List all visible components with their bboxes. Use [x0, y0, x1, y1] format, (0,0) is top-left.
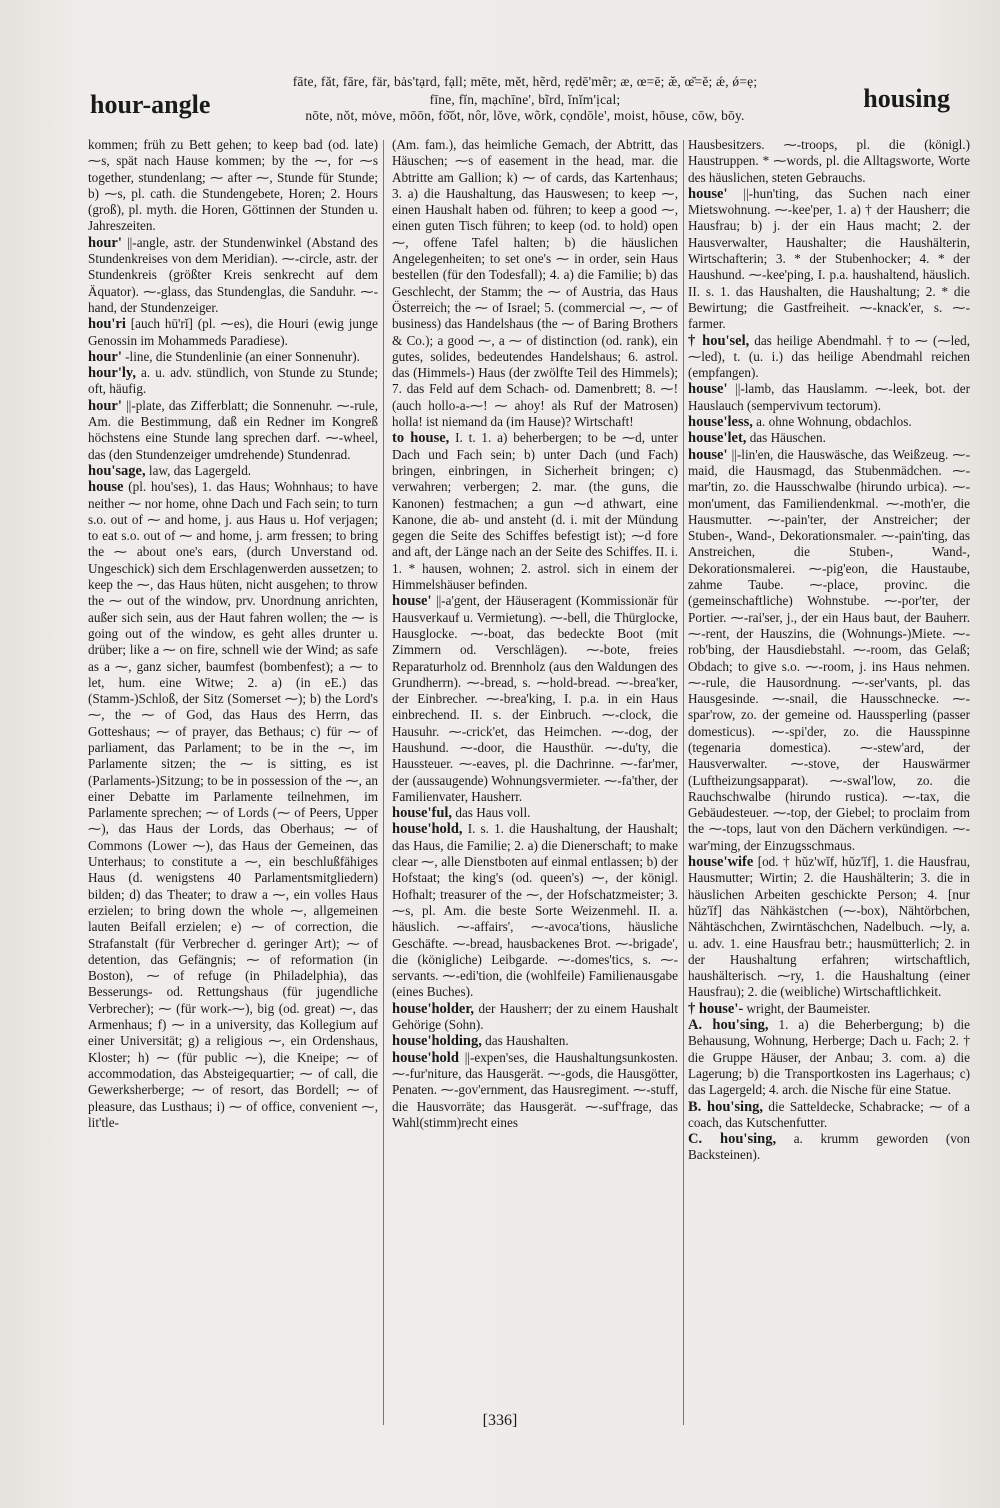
entry-definition: ||-a'gent, der Häuseragent (Kommissionär für Hausverkauf u. Vermietung). ⁓-bell, die Thürglocke, Hausglocke. ⁓-boat, das bedeckte Boot (mit Zimmern od. Verschlägen). ⁓-bote, freies Reparaturholz od. Brennholz (aus den Waldungen des Grundherrn). ⁓-bread, s. ⁓hold-bread. ⁓-brea'ker, der Einbrecher. ⁓-brea'king, I. p.a. in ein Haus einbrechend. II. s. der Einbruch. ⁓-clock, die Hausuhr. ⁓-crick'et, das Heimchen. ⁓-dog, der Haushund. ⁓-door, die Hausthür. ⁓-du'ty, die Haussteuer. ⁓-eaves, pl. die Dachrinne. ⁓-far'mer, der (aussaugende) Wohnungsvermieter. ⁓-fa'ther, der Familienvater, Hausherr.	[392, 593, 678, 804]
entry-definition: 1. a) die Beherbergung; b) die Behausung, Wohnung, Herberge; Dach u. Fach; 2. † die Gruppe Häuser, der Anbau; 3. com. a) die Lagerung; b) die Transportkosten ins Lagerhaus; c) das Lagergeld; 4. arch. die Nische für eine Statue.	[688, 1017, 970, 1098]
entry-headword: house'wife	[688, 854, 754, 871]
dictionary-entry	[688, 137, 970, 186]
dictionary-entry	[688, 186, 970, 333]
entry-definition: das Haushalten.	[485, 1033, 569, 1049]
dictionary-entry	[88, 479, 378, 1131]
entry-definition: ||-lamb, das Hauslamm. ⁓-leek, bot. der Hauslauch (sempervivum tectorum).	[688, 381, 970, 413]
column-3	[688, 137, 970, 1427]
dictionary-entry	[88, 365, 378, 398]
entry-headword: † hou'sel,	[688, 332, 750, 349]
dictionary-entry	[392, 1001, 678, 1034]
entry-headword: to house,	[392, 430, 450, 447]
pronunciation-key-line-1: fāte, făt, fāre, fär, bȧs'tạrd, fạll; mēte, mĕt, hẽrd, rẹdē'mẽr; æ, œ=ē; æ̆, œ̆=ĕ; ǽ, ǿ=ẹ;	[292, 74, 758, 89]
column-2	[392, 137, 678, 1427]
dictionary-entry	[688, 333, 970, 382]
entry-headword: house'hold,	[392, 821, 463, 838]
entry-definition: ||-angle, astr. der Stundenwinkel (Abstand des Stundenkreises von dem Meridian). ⁓-circle, astr. der Stundenkreis (größter Kreis senkrecht auf dem Äquator). ⁓-glass, das Stundenglas, die Sanduhr. ⁓-hand, der Stundenzeiger.	[88, 234, 378, 315]
dictionary-entry	[392, 821, 678, 1000]
entry-headword: A. hou'sing,	[688, 1017, 769, 1034]
entry-headword: house'	[688, 185, 728, 202]
entry-headword: house'ful,	[392, 805, 453, 822]
entry-headword: house'hold	[392, 1049, 459, 1066]
entry-definition: -line, die Stundenlinie (an einer Sonnenuhr).	[125, 348, 360, 364]
pronunciation-key-line-2: fīne, fĭn, mạchīne', bĩrd, ĭnĭm'ịcal;	[429, 92, 621, 107]
entry-headword: house'less,	[688, 414, 753, 431]
entry-headword: hour'	[88, 348, 122, 365]
entry-definition: [od. † hŭz'wĭf, hŭz'ĭf], 1. die Hausfrau, Hausmutter; Wirtin; 2. die Haushälterin; 3. die in häuslichen Arbeiten geschickte Person; 4. [nur hŭz'ĭf] das Nähkästchen (⁓-box), Nähtörbchen, Nähtäschchen, Zwirntäschchen, Nadelbuch. ⁓ly, a. u. adv. 1. eine Hausfrau betr.; hausmütterlich; 2. in der Haushaltung erfahren; wirtschaftlich, haushälterisch. ⁓ry, 1. die Haushaltung (einer Hausfrau); 2. die (weibliche) Wirtschaftlichkeit.	[688, 854, 970, 1000]
dictionary-entry	[688, 381, 970, 414]
dictionary-entry	[688, 1131, 970, 1164]
column-1	[88, 137, 378, 1427]
dictionary-entry	[392, 593, 678, 805]
entry-headword: hour'	[88, 397, 122, 414]
column-divider	[683, 140, 684, 1425]
dictionary-entry	[688, 854, 970, 1001]
entry-headword: house'let,	[688, 430, 747, 447]
entry-headword: C. hou'sing,	[688, 1131, 777, 1148]
entry-definition: ||-plate, das Zifferblatt; die Sonnenuhr. ⁓-rule, Am. die Bestimmung, daß ein Redner im Kongreß höchstens eine Stunde lang sprechen darf. ⁓-wheel, das (den Stundenzeiger umdrehende) Stundenrad.	[88, 397, 378, 462]
entry-definition: (pl. hou'ses), 1. das Haus; Wohnhaus; to have neither ⁓ nor home, ohne Dach und Fach sein; to turn s.o. out of ⁓ and home, j. aus Haus u. Hof verjagen; to eat s.o. out of ⁓ and home, j. arm fressen; to bring the ⁓ about one's ears, (durch Unverstand od. Ungeschick) sich dem Erschlagenwerden aussetzen; to keep the ⁓, das Haus hüten, nicht ausgehen; to throw the ⁓ out of the window, prv. Unordnung anrichten, außer sich sein, aus der Haut fahren wollen; the ⁓ is going out of the window, es geht alles drunter u. drüber; like a ⁓ on fire, schnell wie der Wind; as safe as a ⁓, ganz sicher, baumfest (bombenfest); a ⁓ to let, hum. eine Witwe; 2. a) (in eE.) das (Stamm-)Schloß, der Sitz (Somerset ⁓); b) the Lord's ⁓, the ⁓ of God, das Haus des Herrn, das Gotteshaus; ⁓ of prayer, das Bethaus; c) für ⁓ of parliament, das Parlament; to be in the ⁓, im Parlamente sitzen; the ⁓ is sitting, es ist (Parlaments-)Sitzung; to be in possession of the ⁓, an einer Debatte im Parlamente teilnehmen, im Parlamente sprechen; ⁓ of Lords (⁓ of Peers, Upper ⁓), das Haus der Lords, das Oberhaus; ⁓ of Commons (Lower ⁓), das Haus der Gemeinen, das Unterhaus; to constitute a ⁓, ein beschlußfähiges Haus (d. wenigstens 40 Parlamentsmitgliedern) bilden; d) das Theater; to draw a ⁓, ein volles Haus erzielen; to bring down the whole ⁓, allgemeinen lauten Beifall erzielen; e) ⁓ of correction, die Strafanstalt (für Verbrecher d. geringer Art); ⁓ of detention, das Gefängnis; ⁓ of reformation (in Boston), ⁓ of refuge (in Philadelphia), das Besserungs- od. Rettungshaus (für jugendliche Verbrecher); ⁓ (für work-⁓), big (od. great) ⁓, das Armenhaus; f) ⁓ in a university, das Kollegium auf einer Universität; g) a religious ⁓, ein Ordenshaus, Kloster; h) ⁓ (für public ⁓), die Kneipe; ⁓ of accommodation, das Absteigequartier; ⁓ of call, die Gewerksherberge; ⁓ of resort, das Bordell; ⁓ of pleasure, das Lusthaus; i) ⁓ of office, convenient ⁓, lit'tle-	[88, 479, 378, 1130]
entry-definition: (Am. fam.), das heimliche Gemach, der Abtritt, das Häuschen; ⁓s of easement in the head, mar. die Abtritte am Gallion; k) ⁓ of cards, das Kartenhaus; 3. a) die Haushaltung, das Hauswesen; to keep ⁓, einen Haushalt haben od. führen; to keep a good ⁓, einen guten Tisch führen; to keep (od. to hold) open ⁓, offene Tafel halten; b) die häuslichen Angelegenheiten; to set one's ⁓ in order, sein Haus bestellen (für den Todesfall); 4. a) die Familie; b) das Geschlecht, der Stamm; the ⁓ of Austria, das Haus Österreich; the ⁓ of Israel; 5. (commercial ⁓, ⁓ of business) das Handelshaus (the ⁓ of Baring Brothers & Co.); a good ⁓, a ⁓ of distinction (od. rank), ein gutes, solides, bedeutendes Handelshaus; 6. astrol. das (Himmels-) Haus (der zwölfte Teil des Himmels); 7. das Feld auf dem Schach- od. Damenbrett; 8. ⁓! (auch hollo-a-⁓! ⁓ ahoy! als Ruf der Matrosen) holla! ist niemand da (im Hause)? Wirtschaft!	[392, 137, 678, 430]
dictionary-entry	[392, 1050, 678, 1131]
dictionary-entry	[88, 463, 378, 479]
entry-definition: I. s. 1. die Haushaltung, der Haushalt; das Haus, die Familie; 2. a) die Dienerschaft; to make clear ⁓, alle Dienstboten auf einmal entlassen; b) der Hofstaat; the king's (od. queen's) ⁓, der königl. Hofhalt; treasurer of the ⁓, der Hofschatzmeister; 3. ⁓s, pl. Am. die beste Sorte Weizenmehl. II. a. häuslich. ⁓-affairs', ⁓-avoca'tions, häusliche Geschäfte. ⁓-bread, hausbackenes Brot. ⁓-brigade', die (königliche) Leibgarde. ⁓-domes'tics, s. ⁓-servants. ⁓-edi'tion, die (wohlfeile) Familienausgabe (eines Buches).	[392, 821, 678, 1000]
dictionary-entry	[88, 349, 378, 365]
entry-definition: a. u. adv. stündlich, von Stunde zu Stunde; oft, häufig.	[88, 365, 378, 397]
entry-definition: ||-lin'en, die Hauswäsche, das Weißzeug. ⁓-maid, die Hausmagd, das Stubenmädchen. ⁓-mar'tin, zo. die Hausschwalbe (hirundo urbica). ⁓-mon'ument, das Familiendenkmal. ⁓-moth'er, die Hausmutter. ⁓-pain'ter, der Anstreicher; der Stuben-, Wand-, Dekorationsmaler. ⁓-pain'ting, das Anstreichen, die Stuben-, Wand-, Dekorationsmalerei. ⁓-pig'eon, die Haustaube, zahme Taube. ⁓-place, provinc. die (gemeinschaftliche) Wohnstube. ⁓-por'ter, der Portier. ⁓-rai'ser, j., der ein Haus baut, der Bauherr. ⁓-rent, der Hauszins, die (Wohnungs-)Miete. ⁓-rob'bing, der Hausdiebstahl. ⁓-room, das Gelaß; Obdach; to give s.o. ⁓-room, j. ins Haus nehmen. ⁓-rule, die Hausordnung. ⁓-ser'vants, pl. das Hausgesinde. ⁓-snail, die Hausschnecke. ⁓-spar'row, zo. der gemeine od. Haussperling (passer domesticus). ⁓-spi'der, zo. die Hausspinne (tegenaria domestica). ⁓-stew'ard, der Hausverwalter. ⁓-stove, der Hauswärmer (Luftheizungsapparat). ⁓-swal'low, zo. die Rauchschwalbe (hirundo rustica). ⁓-tax, die Gebäudesteuer. ⁓-top, der Giebel; to proclaim from the ⁓-tops, laut von den Dächern verkündigen. ⁓-war'ming, der Einzugsschmaus.	[688, 446, 970, 853]
dictionary-entry	[688, 430, 970, 446]
entry-definition: law, das Lagergeld.	[148, 462, 252, 478]
entry-definition: kommen; früh zu Bett gehen; to keep bad (od. late) ⁓s, spät nach Hause kommen; by the ⁓, for ⁓s together, stundenlang; ⁓ after ⁓, Stunde für Stunde; b) ⁓s, pl. cath. die Stundengebete, Horen; 2. Hours (groß), pl. myth. die Horen, Göttinnen der Stunden u. Jahreszeiten.	[88, 137, 378, 234]
entry-definition: a. ohne Wohnung, obdachlos.	[756, 414, 912, 430]
entry-definition: a. krumm geworden (von Backsteinen).	[688, 1131, 970, 1163]
entry-headword: † house'-	[688, 1000, 744, 1017]
entry-definition: ||-hun'ting, das Suchen nach einer Mietswohnung. ⁓-kee'per, 1. a) † der Hausherr; die Hausfrau; b) j. der ein Haus macht; 2. der Hausverwalter, Haushalter; die Haushälterin, Wirtschafterin; 3. * der Stubenhocker; 4. * der Haushund. ⁓-kee'ping, I. p.a. haushaltend, häuslich. II. s. 1. das Haushalten, die Haushaltung; 2. * die Bewirtung; die Gastfreiheit. ⁓-knack'er, s. ⁓-farmer.	[688, 185, 970, 332]
dictionary-entry	[688, 1017, 970, 1098]
dictionary-entry	[392, 805, 678, 821]
dictionary-entry	[88, 137, 378, 235]
entry-headword: hou'ri	[88, 316, 126, 333]
entry-headword: house	[88, 479, 124, 496]
entry-definition: das Haus voll.	[455, 805, 531, 821]
dictionary-entry	[688, 414, 970, 430]
entry-definition: die Satteldecke, Schabracke; ⁓ of a coach, das Kutschenfutter.	[688, 1098, 970, 1130]
page-header	[0, 0, 1000, 135]
dictionary-entry	[88, 316, 378, 349]
dictionary-entry	[392, 137, 678, 430]
dictionary-entry	[688, 447, 970, 854]
entry-headword: house'	[688, 446, 728, 463]
dictionary-entry	[392, 430, 678, 593]
page-number: [336]	[482, 1412, 518, 1429]
entry-definition: [auch hū'rĭ] (pl. ⁓es), die Houri (ewig junge Genossin im Mohammeds Paradiese).	[88, 316, 378, 348]
entry-definition: I. t. 1. a) beherbergen; to be ⁓d, unter Dach und Fach sein; b) unter Dach (und Fach) bringen, einbringen, in Sicherheit bringen; c) verwahren; verbergen; 2. mar. (the guns, die Kanonen) festmachen; a gun ⁓d athwart, eine Kanone, die ab- und ansteht (d. i. mit der Mündung gegen die Seite des Schiffes befestigt ist); ⁓d fore and aft, der Länge nach an der Seite des Schiffes. II. i. 1. * hausen, wohnen; 2. astrol. sich in einem der Himmelshäuser befinden.	[392, 430, 678, 593]
entry-definition: ||-expen'ses, die Haushaltungsunkosten. ⁓-fur'niture, das Hausgerät. ⁓-gods, die Hausgötter, Penaten. ⁓-gov'ernment, das Hausregiment. ⁓-stuff, die Hausvorräte; das Hausgerät. ⁓-suf'frage, das Wahl(stimm)recht eines	[392, 1049, 678, 1130]
entry-definition: wright, der Baumeister.	[746, 1000, 871, 1016]
entry-headword: house'holder,	[392, 1000, 475, 1017]
dictionary-entry	[688, 1001, 970, 1017]
dictionary-entry	[88, 398, 378, 463]
entry-headword: house'	[688, 381, 728, 398]
pronunciation-key-line-3: nōte, nŏt, mȯve, mōōn, fo͝ot, nôr, lŏve, wõrk, cọndōle', moist, hōuse, cōw, bōy.	[305, 108, 745, 123]
entry-definition: Hausbesitzers. ⁓-troops, pl. die (königl.) Haustruppen. * ⁓words, pl. die Alltagsworte, Worte des häuslichen, steten Gebrauchs.	[688, 137, 970, 185]
entry-headword: hour'ly,	[88, 365, 136, 382]
entry-headword: B. hou'sing,	[688, 1098, 764, 1115]
dictionary-entry	[688, 1099, 970, 1132]
entry-headword: house'holding,	[392, 1033, 482, 1050]
entry-definition: der Hausherr; der zu einem Haushalt Gehörige (Sohn).	[392, 1000, 678, 1033]
entry-headword: hour'	[88, 234, 122, 251]
entry-headword: house'	[392, 593, 432, 610]
entry-headword: hou'sage,	[88, 462, 146, 479]
guide-word-left: hour-angle	[90, 90, 211, 119]
dictionary-entry	[88, 235, 378, 316]
column-divider	[383, 140, 384, 1425]
guide-word-right: housing	[863, 84, 950, 113]
entry-definition: das Häuschen.	[749, 430, 826, 446]
dictionary-entry	[392, 1033, 678, 1049]
entry-definition: das heilige Abendmahl. † to ⁓ (⁓led, ⁓led), t. (u. i.) das heilige Abendmahl reichen (empfangen).	[688, 332, 970, 381]
